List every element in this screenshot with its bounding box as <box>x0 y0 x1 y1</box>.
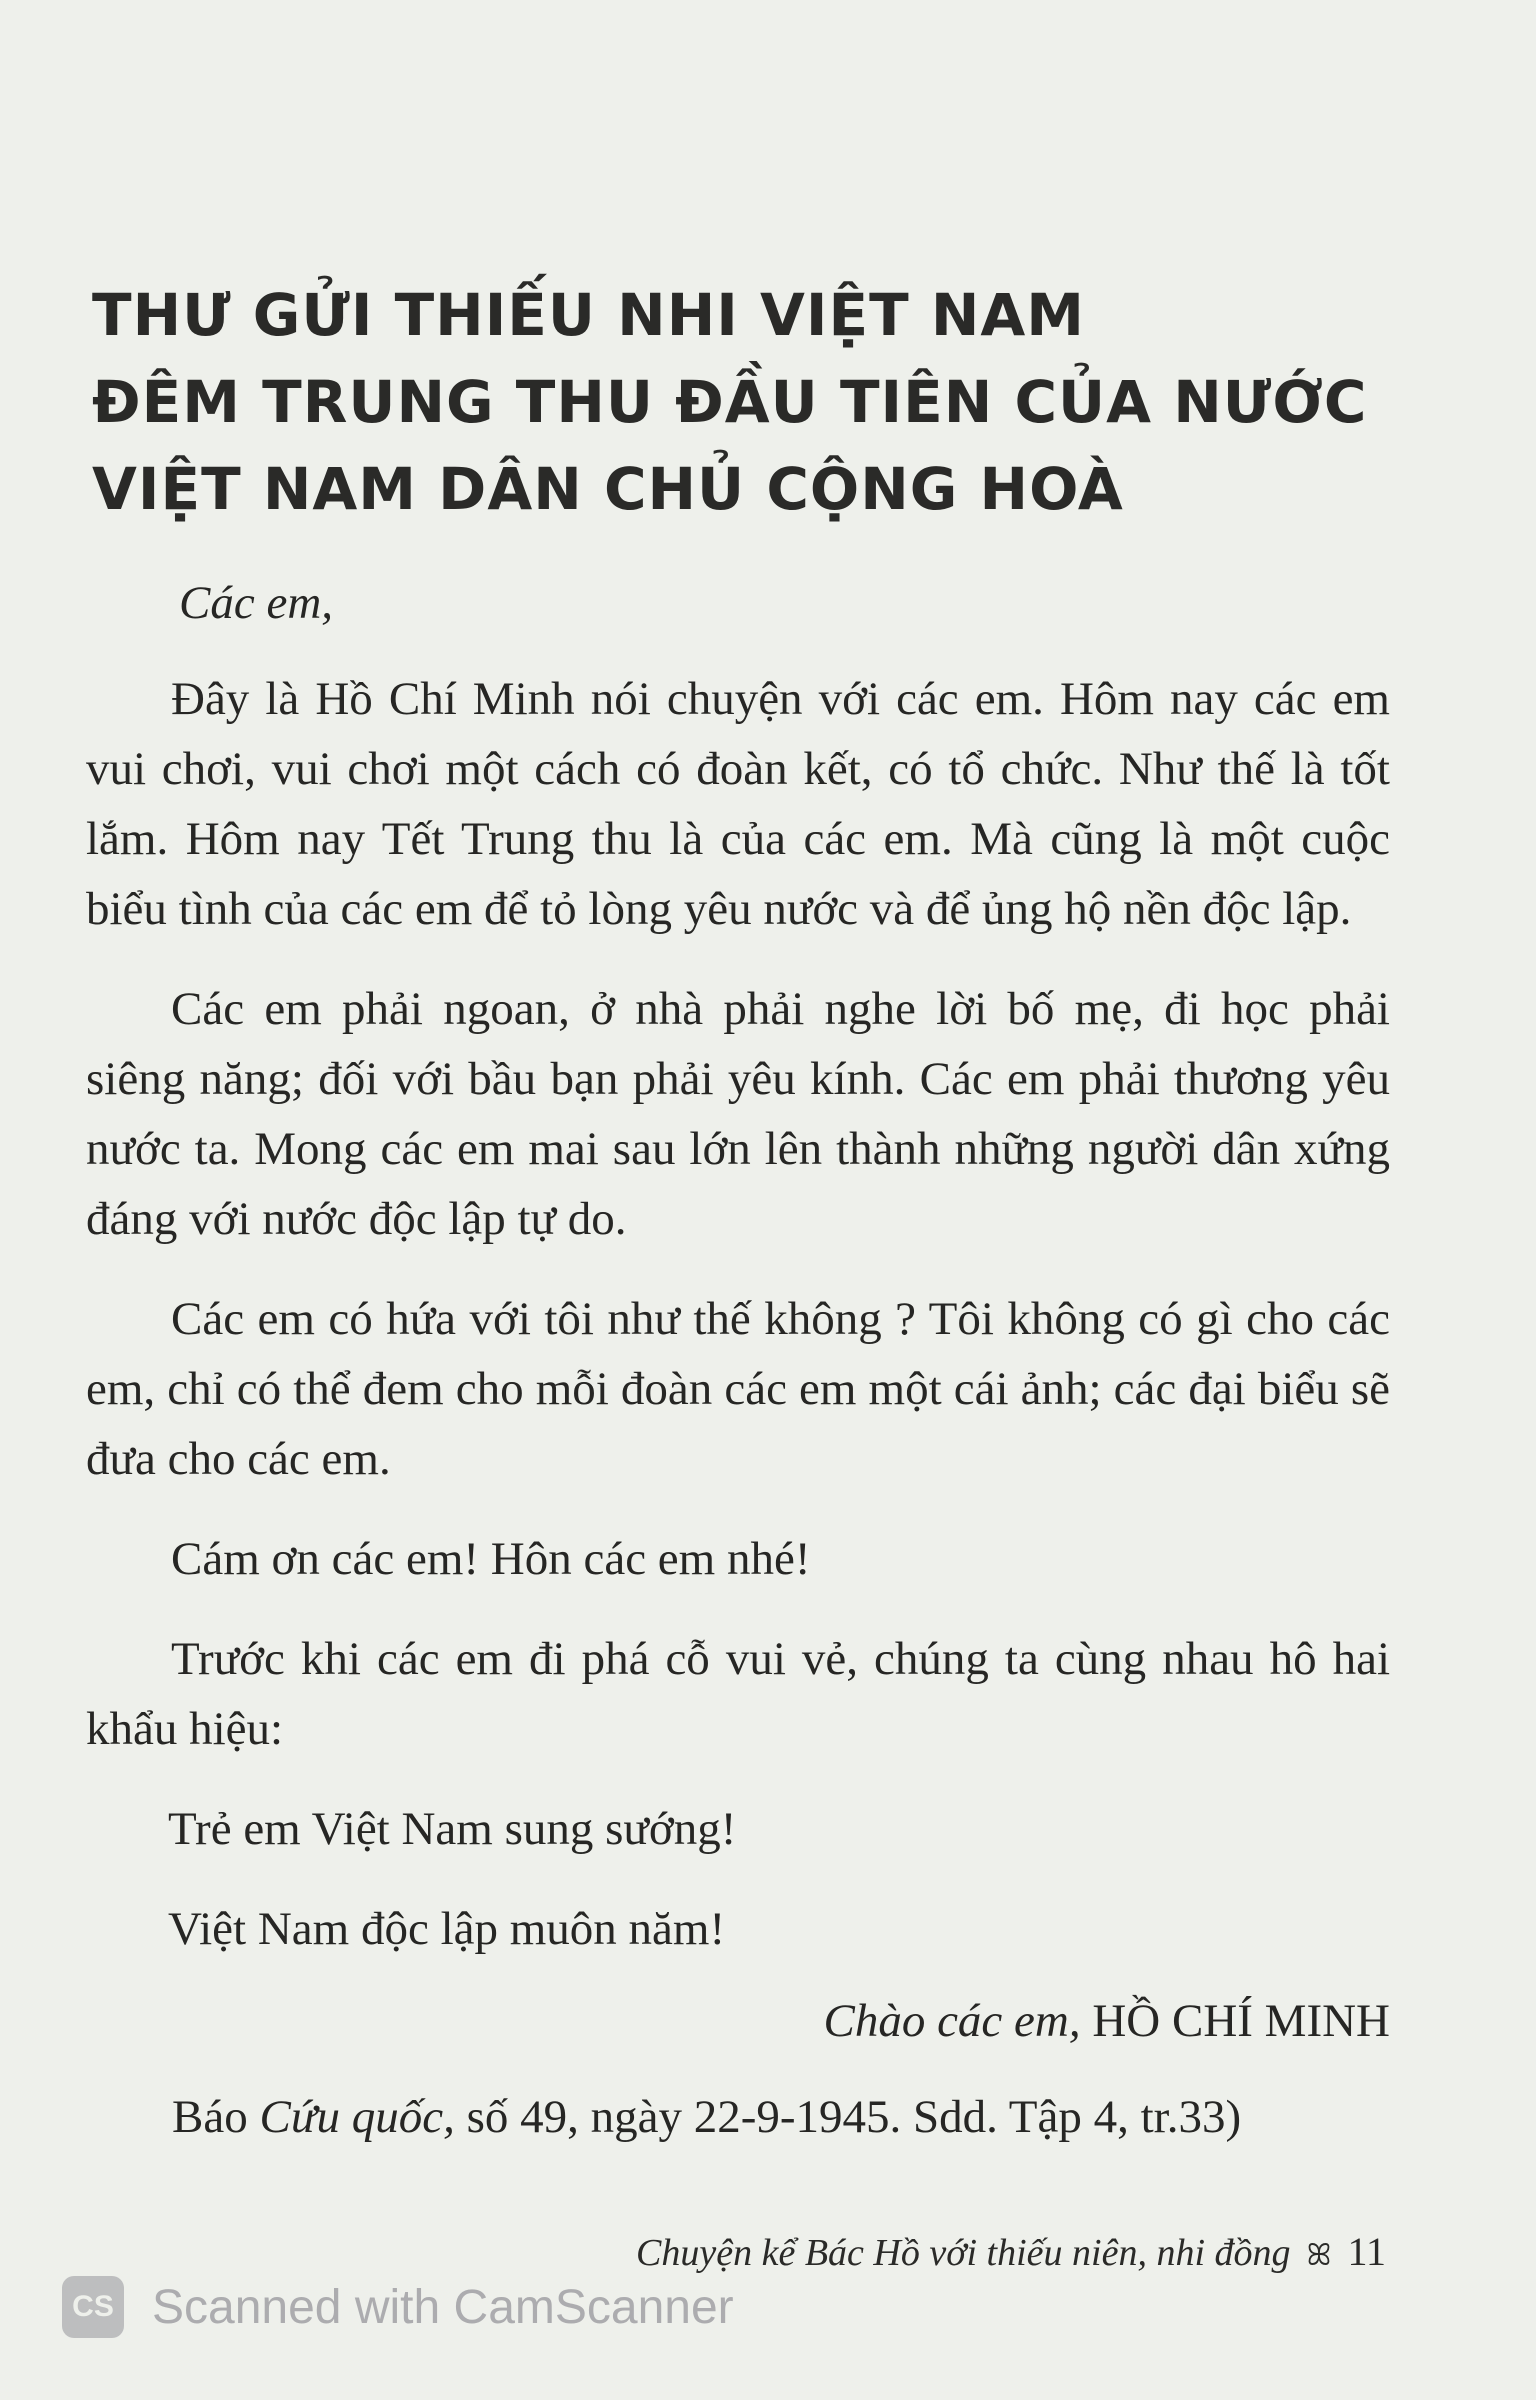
source-prefix: Báo <box>172 2091 248 2143</box>
paragraph-5: Trước khi các em đi phá cỗ vui vẻ, chúng ta cùng nhau hô hai khẩu hiệu: <box>86 1633 1390 1755</box>
letter-title <box>92 272 1412 533</box>
slogan-1: Trẻ em Việt Nam sung sướng! <box>168 1803 737 1855</box>
camscanner-watermark <box>62 2276 734 2338</box>
title-line-3: VIỆT NAM DÂN CHỦ CỘNG HOÀ <box>92 455 1124 523</box>
paragraph-1: Đây là Hồ Chí Minh nói chuyện với các em. Hôm nay các em vui chơi, vui chơi một cách có đoàn kết, có tổ chức. Như thế là tốt lắm. Hôm nay Tết Trung thu là của các em. Mà cũng là một cuộc biểu tình của các em để tỏ lòng yêu nước và để ủng hộ nền độc lập. <box>86 673 1390 935</box>
slogan-2: Việt Nam độc lập muôn năm! <box>168 1903 726 1955</box>
paragraph-3: Các em có hứa với tôi như thế không ? Tôi không có gì cho các em, chỉ có thể đem cho mỗi đoàn các em một cái ảnh; các đại biểu sẽ đưa cho các em. <box>86 1293 1390 1485</box>
signature-closing: Chào các em, <box>823 1995 1081 2047</box>
page-number: 11 <box>1347 2229 1386 2274</box>
title-line-2: ĐÊM TRUNG THU ĐẦU TIÊN CỦA NƯỚC <box>92 368 1368 436</box>
page-footer <box>636 2228 1386 2275</box>
watermark-text: Scanned with CamScanner <box>152 2280 734 2334</box>
ornament-icon: ꕤ <box>1306 2239 1332 2272</box>
letter-body <box>86 568 1390 2152</box>
signature-name: HỒ CHÍ MINH <box>1092 1995 1390 2047</box>
series-title: Chuyện kể Bác Hồ với thiếu niên, nhi đồng <box>636 2232 1291 2274</box>
greeting: Các em, <box>179 577 334 629</box>
source-citation <box>172 2082 1390 2152</box>
source-details: số 49, ngày 22-9-1945. Sdd. Tập 4, tr.33) <box>466 2091 1242 2143</box>
paragraph-2: Các em phải ngoan, ở nhà phải nghe lời bố mẹ, đi học phải siêng năng; đối với bầu bạn phải yêu kính. Các em phải thương yêu nước ta. Mong các em mai sau lớn lên thành những người dân xứng đáng với nước độc lập tự do. <box>86 983 1390 1245</box>
signature <box>86 1986 1390 2056</box>
title-line-1: THƯ GỬI THIẾU NHI VIỆT NAM <box>92 281 1086 349</box>
source-newspaper: Cứu quốc, <box>259 2091 455 2143</box>
camscanner-logo-icon: CS <box>62 2276 124 2338</box>
paragraph-4: Cám ơn các em! Hôn các em nhé! <box>171 1533 811 1585</box>
